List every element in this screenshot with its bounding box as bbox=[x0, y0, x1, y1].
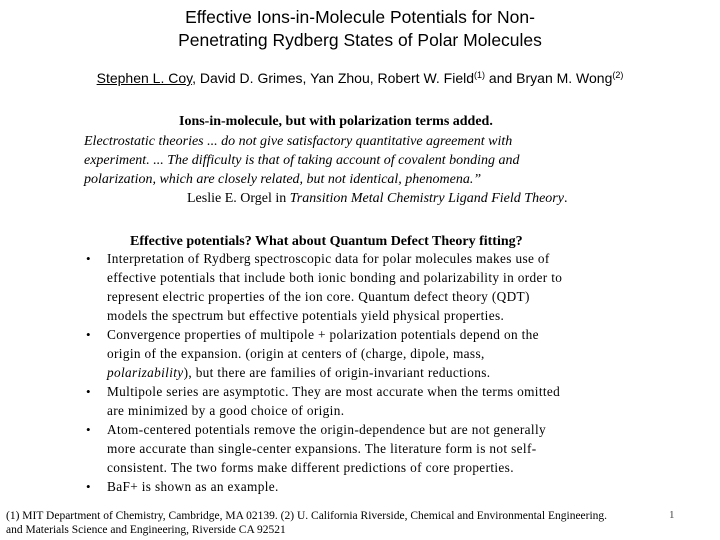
bullet-line: Convergence properties of multipole + polarization potentials depend on the bbox=[107, 327, 539, 342]
orgel-quote bbox=[84, 132, 644, 189]
author-names: , David D. Grimes, Yan Zhou, Robert W. Field bbox=[192, 70, 475, 86]
list-item bbox=[86, 325, 562, 382]
bullet-line: are minimized by a good choice of origin. bbox=[107, 403, 345, 418]
bullet-line: more accurate than single-center expansions. The literature form is not self- bbox=[107, 441, 537, 456]
bullet-line: BaF+ is shown as an example. bbox=[107, 479, 279, 494]
first-author: Stephen L. Coy bbox=[96, 70, 193, 86]
bullet-line: origin of the expansion. (origin at centers of (charge, dipole, mass, bbox=[107, 346, 485, 361]
bullet-line: Multipole series are asymptotic. They are most accurate when the terms omitted bbox=[107, 384, 561, 399]
list-item bbox=[86, 477, 562, 496]
italic-term: polarizability bbox=[107, 365, 184, 380]
list-item bbox=[86, 420, 562, 477]
bullet-icon: • bbox=[86, 422, 91, 437]
section-heading-1: Ions-in-molecule, but with polarization terms added. bbox=[179, 114, 493, 129]
bullet-line bbox=[107, 363, 562, 382]
affiliation-mark-2: (2) bbox=[612, 70, 624, 80]
title-line-2: Penetrating Rydberg States of Polar Molecules bbox=[178, 30, 542, 50]
bullet-icon: • bbox=[86, 384, 91, 399]
quote-line: experiment. ... The difficulty is that of taking account of covalent bonding and bbox=[84, 153, 520, 168]
author-list bbox=[0, 69, 720, 87]
bullet-line: models the spectrum but effective potentials yield physical properties. bbox=[107, 308, 505, 323]
footnote-line-2: and Materials Science and Engineering, Riverside CA 92521 bbox=[6, 524, 286, 536]
author-names-2: and Bryan M. Wong bbox=[485, 70, 613, 86]
affiliation-mark-1: (1) bbox=[474, 70, 486, 80]
quote-line: polarization, which are closely related, but not identical, phenomena.” bbox=[84, 172, 482, 187]
footnote bbox=[6, 509, 666, 537]
bullet-line: represent electric properties of the ion core. Quantum defect theory (QDT) bbox=[107, 289, 530, 304]
page-number: 1 bbox=[669, 509, 675, 521]
title-line-1: Effective Ions-in-Molecule Potentials for Non- bbox=[185, 7, 535, 27]
footnote-line-1: (1) MIT Department of Chemistry, Cambridge, MA 02139. (2) U. California Riverside, Chemical and Environmental Engineering. bbox=[6, 510, 608, 522]
section-heading-2: Effective potentials? What about Quantum Defect Theory fitting? bbox=[130, 234, 523, 249]
bullet-icon: • bbox=[86, 327, 91, 342]
attribution-end: . bbox=[563, 191, 568, 206]
bullet-line: Atom-centered potentials remove the origin-dependence but are not generally bbox=[107, 422, 547, 437]
bullet-line: effective potentials that include both ionic bonding and polarizability in order to bbox=[107, 270, 563, 285]
attribution-work: Transition Metal Chemistry Ligand Field Theory bbox=[289, 191, 564, 206]
bullet-list bbox=[86, 249, 562, 496]
bullet-line-rest: ), but there are families of origin-invariant reductions. bbox=[183, 365, 491, 380]
list-item bbox=[86, 249, 562, 325]
quote-line: Electrostatic theories ... do not give satisfactory quantitative agreement with bbox=[84, 134, 513, 149]
bullet-line: consistent. The two forms make different predictions of core properties. bbox=[107, 460, 514, 475]
bullet-icon: • bbox=[86, 479, 91, 494]
bullet-icon: • bbox=[86, 251, 91, 266]
bullet-line: Interpretation of Rydberg spectroscopic data for polar molecules makes use of bbox=[107, 251, 550, 266]
attribution-author: Leslie E. Orgel in bbox=[187, 191, 290, 206]
list-item bbox=[86, 382, 562, 420]
quote-attribution bbox=[187, 189, 567, 208]
slide-title bbox=[40, 6, 680, 52]
